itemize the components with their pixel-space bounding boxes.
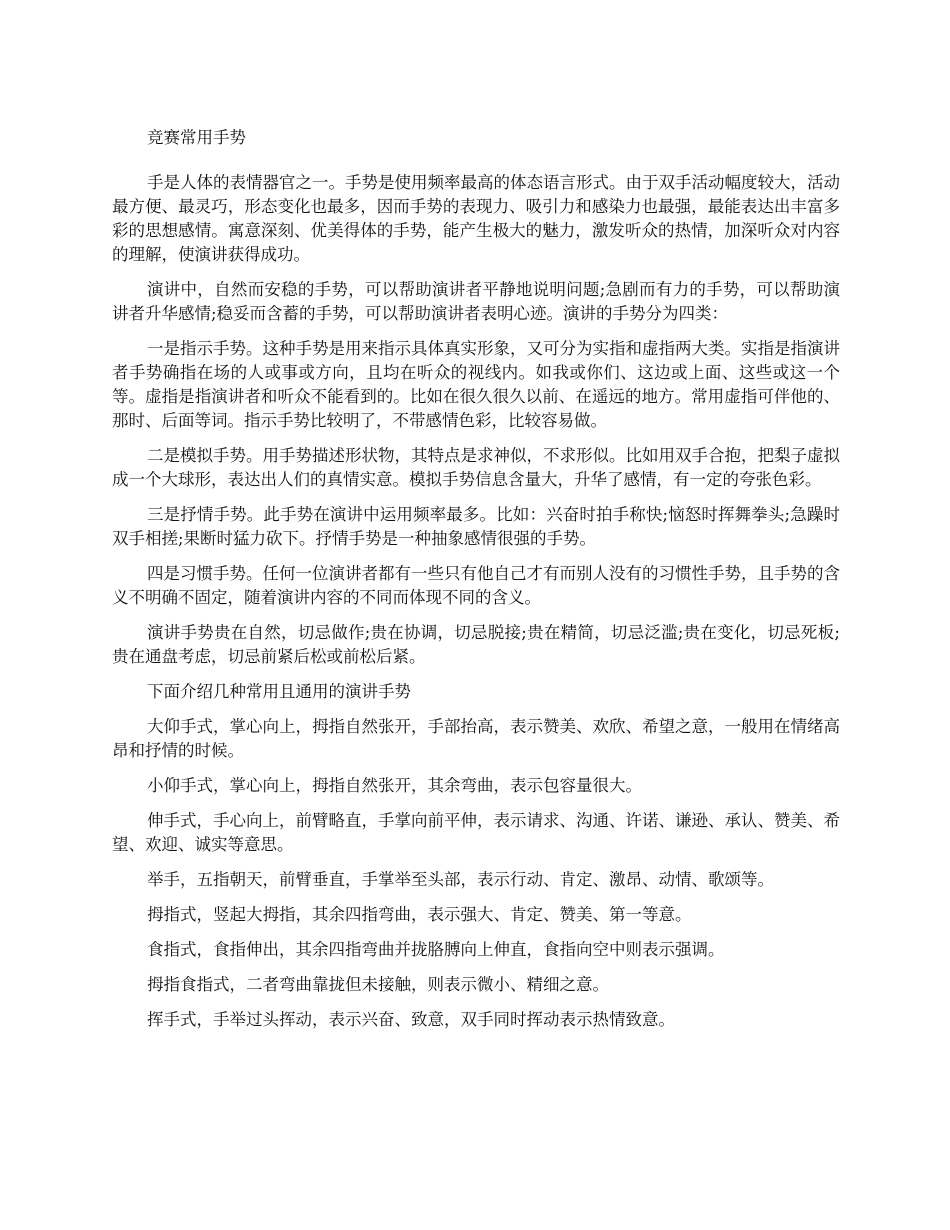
paragraph-gesture-types: 演讲中，自然而安稳的手势，可以帮助演讲者平静地说明问题;急剧而有力的手势，可以帮助演讲者升华感情;稳妥而含蓄的手势，可以帮助演讲者表明心迹。演讲的手势分为四类： [112,280,840,323]
paragraph-thumb-index: 拇指食指式，二者弯曲靠拢但未接触，则表示微小、精细之意。 [147,975,609,994]
paragraph-habitual-gesture: 四是习惯手势。任何一位演讲者都有一些只有他自己才有而别人没有的习惯性手势，且手势的含义不明确不固定，随着演讲内容的不同而体现不同的含义。 [112,564,840,607]
document-body [112,126,840,1043]
paragraph-index-finger: 食指式，食指伸出，其余四指弯曲并拢胳膊向上伸直，食指向空中则表示强调。 [147,940,725,959]
paragraph-gesture-principles: 演讲手势贵在自然，切忌做作;贵在协调，切忌脱接;贵在精简，切忌泛滥;贵在变化，切忌死板;贵在通盘考虑，切忌前紧后松或前松后紧。 [112,623,840,666]
paragraph-small-palm-up: 小仰手式，掌心向上，拇指自然张开，其余弯曲，表示包容量很大。 [147,776,642,795]
paragraph-extended-hand: 伸手式，手心向上，前臂略直，手掌向前平伸，表示请求、沟通、许诺、谦逊、承认、赞美、希望、欢迎、诚实等意思。 [112,811,840,854]
document-title: 竞赛常用手势 [147,128,246,147]
paragraph-raised-hand: 举手，五指朝天，前臂垂直，手掌举至头部，表示行动、肯定、激昂、动情、歌颂等。 [147,870,774,889]
paragraph-common-gestures-heading: 下面介绍几种常用且通用的演讲手势 [147,682,411,701]
paragraph-indicative-gesture: 一是指示手势。这种手势是用来指示具体真实形象，又可分为实指和虚指两大类。实指是指演讲者手势确指在场的人或事或方向，且均在听众的视线内。如我或你们、这边或上面、这些或这一个等。虚指是指演讲者和听众不能看到的。比如在很久很久以前、在遥远的地方。常用虚指可伴他的、那时、后面等词。指示手势比较明了，不带感情色彩，比较容易做。 [112,339,840,430]
paragraph-imitative-gesture: 二是模拟手势。用手势描述形状物，其特点是求神似，不求形似。比如用双手合抱，把梨子虚拟成一个大球形，表达出人们的真情实意。模拟手势信息含量大，升华了感情，有一定的夸张色彩。 [112,446,840,489]
paragraph-thumb-up: 拇指式，竖起大拇指，其余四指弯曲，表示强大、肯定、赞美、第一等意。 [147,905,692,924]
paragraph-waving-hand: 挥手式，手举过头挥动，表示兴奋、致意，双手同时挥动表示热情致意。 [147,1010,675,1029]
paragraph-big-palm-up: 大仰手式，掌心向上，拇指自然张开，手部抬高，表示赞美、欢欣、希望之意，一般用在情绪高昂和抒情的时候。 [112,717,840,760]
paragraph-intro: 手是人体的表情器官之一。手势是使用频率最高的体态语言形式。由于双手活动幅度较大，活动最方便、最灵巧，形态变化也最多，因而手势的表现力、吸引力和感染力也最强，最能表达出丰富多彩的思想感情。寓意深刻、优美得体的手势，能产生极大的魅力，激发听众的热情，加深听众对内容的理解，使演讲获得成功。 [112,173,840,264]
paragraph-emotive-gesture: 三是抒情手势。此手势在演讲中运用频率最多。比如：兴奋时拍手称快;恼怒时挥舞拳头;急躁时双手相搓;果断时猛力砍下。抒情手势是一种抽象感情很强的手势。 [112,505,840,548]
